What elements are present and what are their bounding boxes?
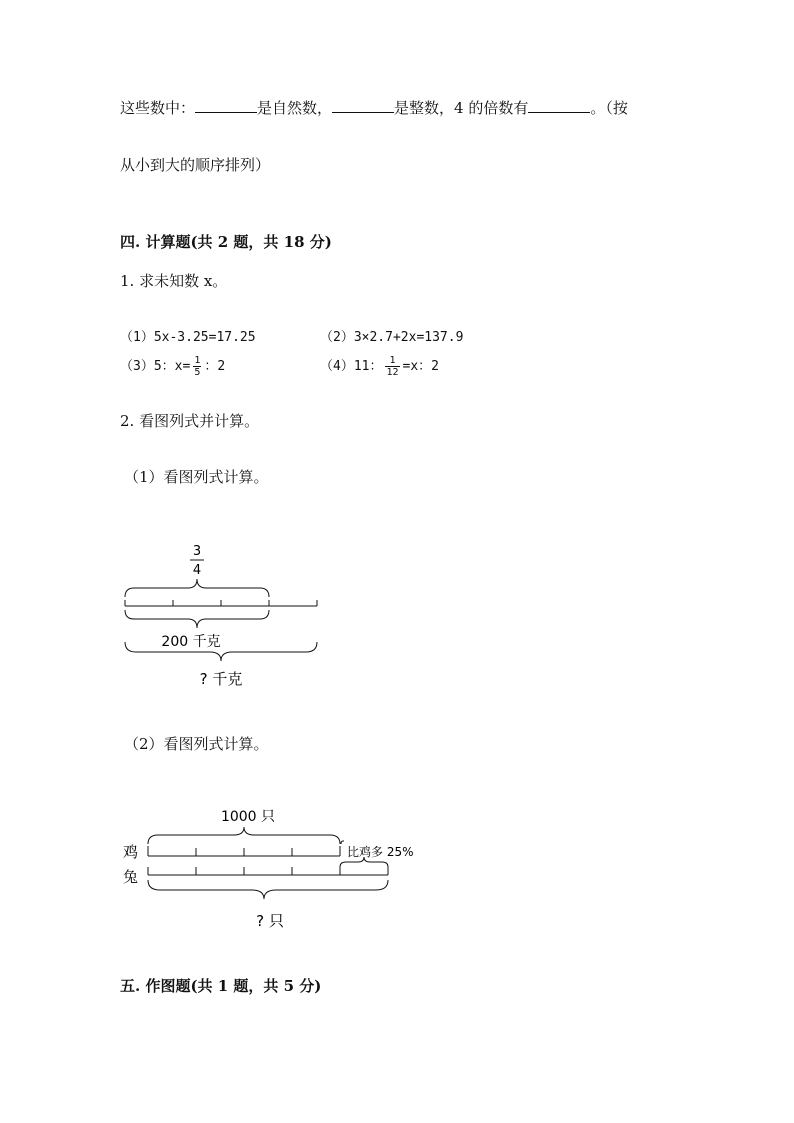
label-chicken: 鸡 — [123, 843, 139, 861]
fraction-numerator: 3 — [192, 544, 202, 559]
fraction-numerator: 1 — [385, 355, 399, 367]
top-brace — [148, 827, 340, 844]
q1-item-1 — [120, 326, 256, 345]
diagram-2 — [0, 800, 440, 940]
q1-item-2-expr: 3×2.7+2x=137.9 — [353, 330, 464, 345]
label-200kg: 200 千克 — [161, 634, 221, 650]
q1-item-3-post: ：2 — [204, 359, 226, 374]
q2-sub1-title: （1）看图列式计算。 — [124, 468, 269, 486]
fraction-denominator: 4 — [192, 563, 202, 578]
section-5-title: 五. 作图题(共 1 题，共 5 分) — [120, 977, 322, 995]
q1-item-2 — [320, 326, 463, 345]
top-brace — [125, 579, 269, 597]
diagram-1 — [0, 530, 400, 700]
q1-item-3 — [120, 355, 225, 378]
q1-item-2-label: （2） — [320, 330, 354, 345]
middle-brace — [125, 610, 269, 628]
blank-multiples-of-4[interactable] — [528, 98, 590, 113]
label-more-25: 比鸡多 25% — [347, 845, 414, 859]
sentence-part2: 是整数， — [394, 99, 455, 117]
sentence-part4: 。（按 — [590, 99, 628, 117]
q1-item-4 — [320, 355, 439, 378]
fraction-denominator: 5 — [194, 367, 201, 378]
q1-item-4-fraction — [385, 355, 399, 378]
fraction-denominator: 12 — [386, 367, 399, 378]
label-question-count: ? 只 — [256, 912, 284, 930]
bottom-brace — [125, 642, 317, 661]
q1-item-1-expr: 5x-3.25=17.25 — [153, 330, 256, 345]
blank-integers[interactable] — [332, 98, 394, 113]
section-4-title: 四. 计算题(共 2 题，共 18 分) — [120, 233, 332, 251]
sentence-line2: 从小到大的顺序排列） — [120, 156, 271, 174]
q1-title: 1. 求未知数 x。 — [120, 272, 228, 290]
q1-item-4-label: （4） — [320, 359, 354, 374]
fraction-numerator: 1 — [194, 355, 201, 366]
sentence-part3: 4 的倍数有 — [454, 99, 529, 117]
q2-sub2-title: （2）看图列式计算。 — [124, 735, 269, 753]
q1-item-4-pre: 11： — [353, 359, 383, 374]
fill-sentence — [120, 97, 628, 118]
q1-item-3-fraction — [193, 355, 201, 378]
sentence-prefix: 这些数中： — [120, 99, 196, 117]
label-1000: 1000 只 — [220, 809, 276, 825]
q1-item-3-label: （3） — [120, 359, 154, 374]
q1-item-3-pre: 5：x= — [153, 359, 191, 374]
blank-natural-numbers[interactable] — [195, 98, 257, 113]
q1-item-4-post: =x：2 — [402, 359, 440, 374]
q2-title: 2. 看图列式并计算。 — [120, 412, 260, 430]
label-question-kg: ? 千克 — [199, 670, 243, 688]
sentence-part1: 是自然数， — [257, 99, 333, 117]
bottom-brace — [148, 880, 388, 899]
label-rabbit: 兔 — [123, 868, 139, 886]
q1-item-1-label: （1） — [120, 330, 154, 345]
more-bracket — [341, 841, 344, 844]
